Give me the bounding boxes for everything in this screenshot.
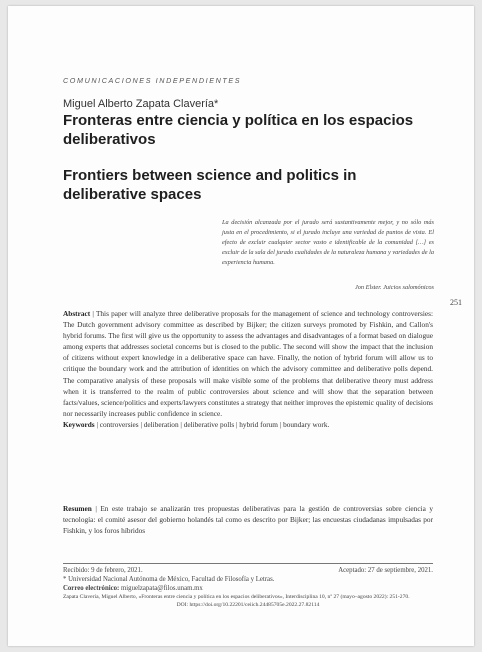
received-date: Recibido: 9 de febrero, 2021. [63, 567, 143, 574]
footnotes [63, 566, 433, 610]
title-spanish: Fronteras entre ciencia y política en los espacios deliberativos [63, 112, 414, 148]
author-name: Miguel Alberto Zapata Clavería* [63, 98, 219, 110]
epigraph-source: Jon Elster. Juicios salomónicos [354, 284, 434, 291]
journal-page [8, 6, 474, 646]
keywords-text: controversies | deliberation | deliberative polls | hybrid forum | boundary work. [99, 419, 330, 429]
abstract-text: This paper will analyze three deliberative proposals for the management of science and technology controversies: The Dutch government advisory committee as described by Bijker; the citizen surveys promoted by Fishkin, and Callon's hybrid forums. The first will give us the opportunity to assess the advantages and disadvantages of a format based on dialogue among experts that addresses societal concerns but is closed to the public. The second will show the impact that the inclusion of citizens without expert knowledge in a deliberative space can have. Finally, the notion of hybrid forum will allow us to critique the boundary work and the attribution of identities on which the advisory committee and deliberative polls depend. The comparative analysis of these proposals will make visible some of the problems that deliberative theory must address when it is transferred to the realm of public controversies about science and will show that the separation between facts/values, science/politics and experts/lawyers constitutes a strategy that neither improves the epistemic quality of decisions nor necessarily increases public confidence in science. [63, 309, 433, 418]
abstract-block: Abstract | This paper will analyze three deliberative proposals for the management of science and technology controversies: The Dutch government advisory committee as described by Bijker; the citizen surveys promoted by Fishkin, and Callon's hybrid forums. The first will give us the opportunity to assess the advantages and disadvantages of a format based on dialogue among experts that addresses societal concerns but is closed to the public. The second will show the impact that the inclusion of citizens without expert knowledge in a deliberative space can have. Finally, the notion of hybrid forum will allow us to critique the boundary work and the attribution of identities on which the advisory committee and deliberative polls depend. The comparative analysis of these proposals will make visible some of the problems that deliberative theory must address when it is transferred to the realm of public controversies about science and will show that the separation between facts/values, science/politics and experts/lawyers constitutes a strategy that neither improves the epistemic quality of decisions nor necessarily increases public confidence in science. Keywords | controversies | deliberation | deliberative polls | hybrid forum | boundary work. [63, 309, 433, 429]
epigraph-quote: La decisión alcanzada por el jurado será sustantivamente mejor, y no sólo más justa en el procedimiento, si el jurado incluye una variedad de puntos de vista. El efecto de excluir cualquier sector vasto e identificable de la comunidad […] es excluir de la sala del jurado cualidades de la naturaleza humana y variedades de la experiencia humana. [222, 219, 434, 266]
abstract-label: Abstract [63, 309, 91, 318]
title-english: Frontiers between science and politics in deliberative spaces [63, 167, 357, 203]
resumen-text: En este trabajo se analizarán tres propuestas deliberativas para la gestión de controversias sobre ciencia y tecnología: el comité asesor del gobierno holandés tal como es descrito por Bijker; las encuestas ciudadanas impulsadas por Fishkin, y los foros híbridos [63, 504, 434, 536]
resumen-block: Resumen | En este trabajo se analizarán tres propuestas deliberativas para la gestión de controversias sobre ciencia y tecnología: el comité asesor del gobierno holandés tal como es descrito por Bijker; las encuestas ciudadanas impulsadas por Fishkin, y los foros híbridos [63, 504, 434, 536]
resumen-label: Resumen [63, 504, 92, 513]
email-label: Correo electrónico: [63, 585, 120, 592]
email-address[interactable]: miguelzapata@filos.unam.mx [121, 585, 203, 592]
citation: Zapata Clavería, Miguel Alberto, «Fronteras entre ciencia y política en los espacios deliberativos», Interdisciplina 10, nº 27 (mayo–agosto 2022): 251-270. [63, 594, 410, 600]
accepted-date: Aceptado: 27 de septiembre, 2021. [338, 567, 433, 574]
page-number: 251 [450, 298, 462, 307]
doi-link[interactable]: DOI: https://doi.org/10.22201/ceiich.24485705e.2022.27.82114 [176, 602, 320, 609]
dates-row [63, 566, 433, 575]
section-label: COMUNICACIONES INDEPENDIENTES [63, 76, 242, 85]
footnote-divider [63, 563, 433, 564]
keywords-label: Keywords [63, 419, 95, 429]
email-line [63, 584, 433, 593]
author-affiliation: * Universidad Nacional Autónoma de México, Facultad de Filosofía y Letras. [63, 576, 275, 583]
